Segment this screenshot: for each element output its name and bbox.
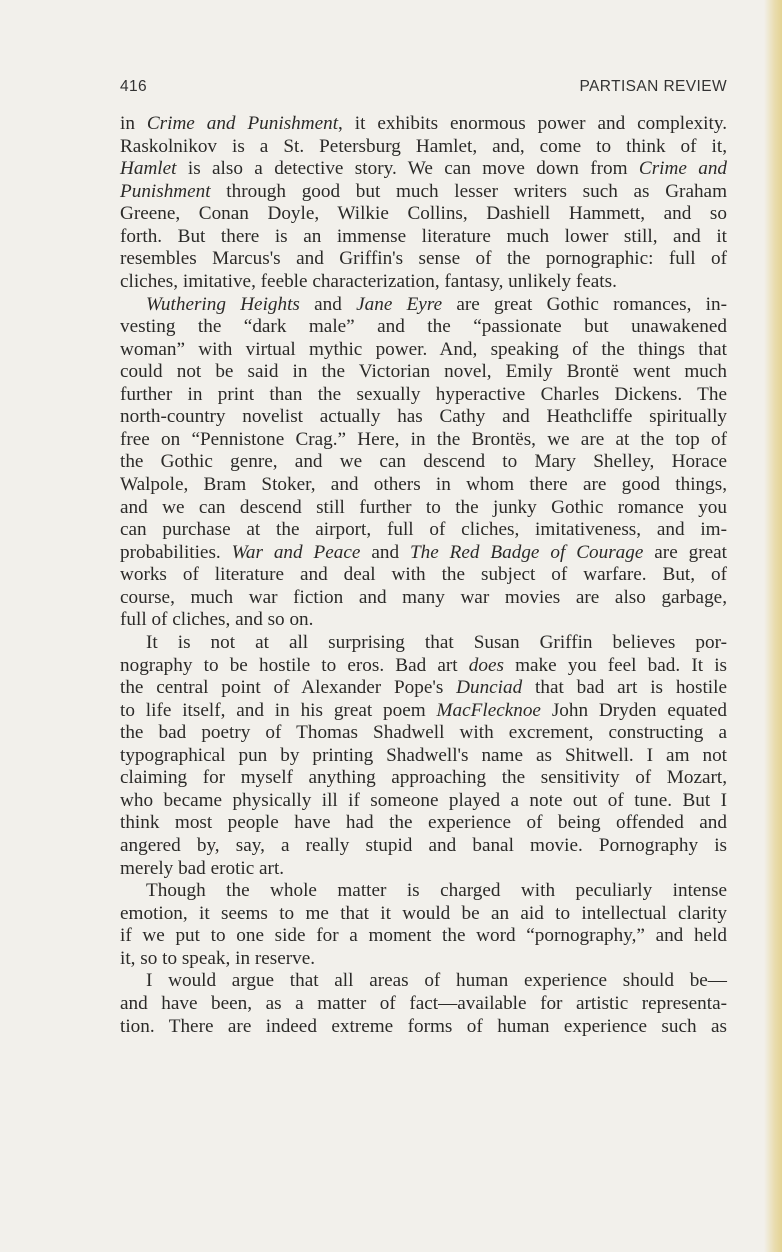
text-segment: make you feel bad. It is: [503, 654, 728, 676]
text-segment: are great Gothic romances, in-: [442, 293, 727, 315]
text-line: [120, 271, 727, 294]
text-line: [120, 361, 727, 384]
text-segment: the bad poetry of Thomas Shadwell with excrement, constructing a: [120, 722, 727, 744]
text-segment: emotion, it seems to me that it would be an aid to intellectual clarity: [120, 902, 727, 924]
text-segment: forth. But there is an immense literature much lower still, and it: [120, 225, 727, 247]
text-line: [120, 519, 727, 542]
text-segment: it, so to speak, in reserve.: [120, 947, 316, 969]
text-line: [120, 451, 727, 474]
italic-title: does: [468, 654, 504, 676]
text-line: [120, 745, 727, 768]
text-segment: to life itself, and in his great poem: [120, 699, 437, 721]
text-segment: north-country novelist actually has Cathy and Heathcliffe spiritually: [120, 406, 727, 428]
text-line: [120, 812, 727, 835]
text-segment: Walpole, Bram Stoker, and others in whom there are good things,: [120, 474, 727, 495]
text-line: [120, 925, 727, 948]
text-line: [120, 655, 727, 678]
text-line: [120, 677, 727, 700]
text-line: [120, 767, 727, 790]
text-segment: tion. There are indeed extreme forms of human experience such as: [120, 1015, 727, 1037]
text-segment: and have been, as a matter of fact—available for artistic representa-: [120, 992, 727, 1014]
italic-title: Dunciad: [456, 677, 523, 699]
text-line: [120, 700, 727, 723]
text-line: [120, 903, 727, 926]
text-line: [120, 1016, 727, 1039]
body-text: [120, 113, 727, 1038]
text-line: [120, 474, 727, 497]
italic-title: Punishment: [120, 180, 211, 202]
text-segment: the central point of Alexander Pope's: [120, 677, 457, 699]
text-segment: in: [120, 113, 147, 134]
text-segment: full of cliches, and so on.: [120, 609, 314, 631]
text-segment: that bad art is hostile: [522, 677, 727, 699]
text-segment: I would argue that all areas of human experience should be—: [146, 970, 727, 992]
text-line: [120, 587, 727, 610]
text-segment: angered by, say, a really stupid and banal movie. Pornography is: [120, 835, 727, 856]
text-segment: through good but much lesser writers such as Graham: [210, 180, 727, 202]
text-line: [120, 564, 727, 587]
text-segment: can purchase at the airport, full of cliches, imitativeness, and im-: [120, 519, 727, 541]
text-line: [120, 609, 727, 632]
text-segment: course, much war fiction and many war movies are also garbage,: [120, 586, 727, 608]
text-segment: claiming for myself anything approaching the sensitivity of Mozart,: [120, 767, 727, 789]
running-title: PARTISAN REVIEW: [579, 78, 727, 95]
text-segment: nography to be hostile to eros. Bad art: [120, 654, 469, 676]
text-segment: Greene, Conan Doyle, Wilkie Collins, Dashiell Hammett, and so: [120, 203, 727, 225]
text-line: [120, 136, 727, 159]
text-segment: the Gothic genre, and we can descend to Mary Shelley, Horace: [120, 451, 727, 473]
italic-title: War and Peace: [231, 541, 361, 563]
italic-title: Jane Eyre: [356, 293, 443, 315]
italic-title: Wuthering Heights: [146, 293, 300, 315]
text-segment: , it exhibits enormous power and complexity.: [338, 113, 727, 134]
text-line: [120, 429, 727, 452]
text-segment: who became physically ill if someone played a note out of tune. But I: [120, 789, 727, 811]
text-line: [120, 203, 727, 226]
text-line: [120, 226, 727, 249]
text-segment: typographical pun by printing Shadwell's name as Shitwell. I am not: [120, 744, 727, 766]
text-segment: Raskolnikov is a St. Petersburg Hamlet, and, come to think of it,: [120, 135, 727, 157]
text-line: [120, 294, 727, 317]
text-line: [120, 880, 727, 903]
text-segment: and: [360, 541, 410, 563]
text-line: [120, 993, 727, 1016]
text-line: [120, 497, 727, 520]
italic-title: Crime and: [638, 158, 728, 180]
text-line: [120, 790, 727, 813]
text-segment: think most people have had the experience of being offended and: [120, 812, 727, 834]
text-segment: and we can descend still further to the junky Gothic romance you: [120, 496, 727, 518]
text-line: [120, 858, 727, 881]
text-line: [120, 113, 727, 136]
text-segment: woman” with virtual mythic power. And, speaking of the things that: [120, 338, 727, 360]
text-segment: free on “Pennistone Crag.” Here, in the Brontës, we are at the top of: [120, 428, 727, 450]
text-line: [120, 835, 727, 858]
text-segment: works of literature and deal with the subject of warfare. But, of: [120, 564, 727, 586]
text-line: [120, 181, 727, 204]
text-line: [120, 158, 727, 181]
text-segment: vesting the “dark male” and the “passionate but unawakened: [120, 316, 727, 338]
text-line: [120, 542, 727, 565]
text-line: [120, 406, 727, 429]
text-line: [120, 248, 727, 271]
text-line: [120, 339, 727, 362]
text-segment: is also a detective story. We can move down from: [176, 158, 639, 180]
italic-title: MacFlecknoe: [436, 699, 541, 721]
text-line: [120, 384, 727, 407]
text-segment: John Dryden equated: [540, 699, 727, 721]
italic-title: Hamlet: [120, 158, 177, 180]
text-segment: cliches, imitative, feeble characterization, fantasy, unlikely feats.: [120, 270, 617, 292]
italic-title: The Red Badge of Courage: [409, 541, 644, 563]
text-segment: could not be said in the Victorian novel, Emily Brontë went much: [120, 361, 727, 383]
text-line: [120, 316, 727, 339]
page-number: 416: [120, 78, 148, 95]
text-segment: Though the whole matter is charged with peculiarly intense: [146, 880, 727, 902]
text-segment: It is not at all surprising that Susan Griffin believes por-: [146, 631, 727, 653]
text-segment: merely bad erotic art.: [120, 857, 285, 879]
text-segment: resembles Marcus's and Griffin's sense of the pornographic: full of: [120, 248, 727, 270]
text-segment: probabilities.: [120, 541, 232, 563]
text-segment: further in print than the sexually hyperactive Charles Dickens. The: [120, 383, 727, 405]
text-segment: and: [299, 293, 357, 315]
text-segment: are great: [643, 541, 727, 563]
text-segment: if we put to one side for a moment the word “pornography,” and held: [120, 925, 727, 947]
italic-title: Crime and Punishment: [146, 113, 339, 134]
text-line: [120, 632, 727, 655]
page-edge-shading: [764, 0, 782, 1252]
text-line: [120, 722, 727, 745]
text-line: [120, 948, 727, 971]
text-line: [120, 970, 727, 993]
